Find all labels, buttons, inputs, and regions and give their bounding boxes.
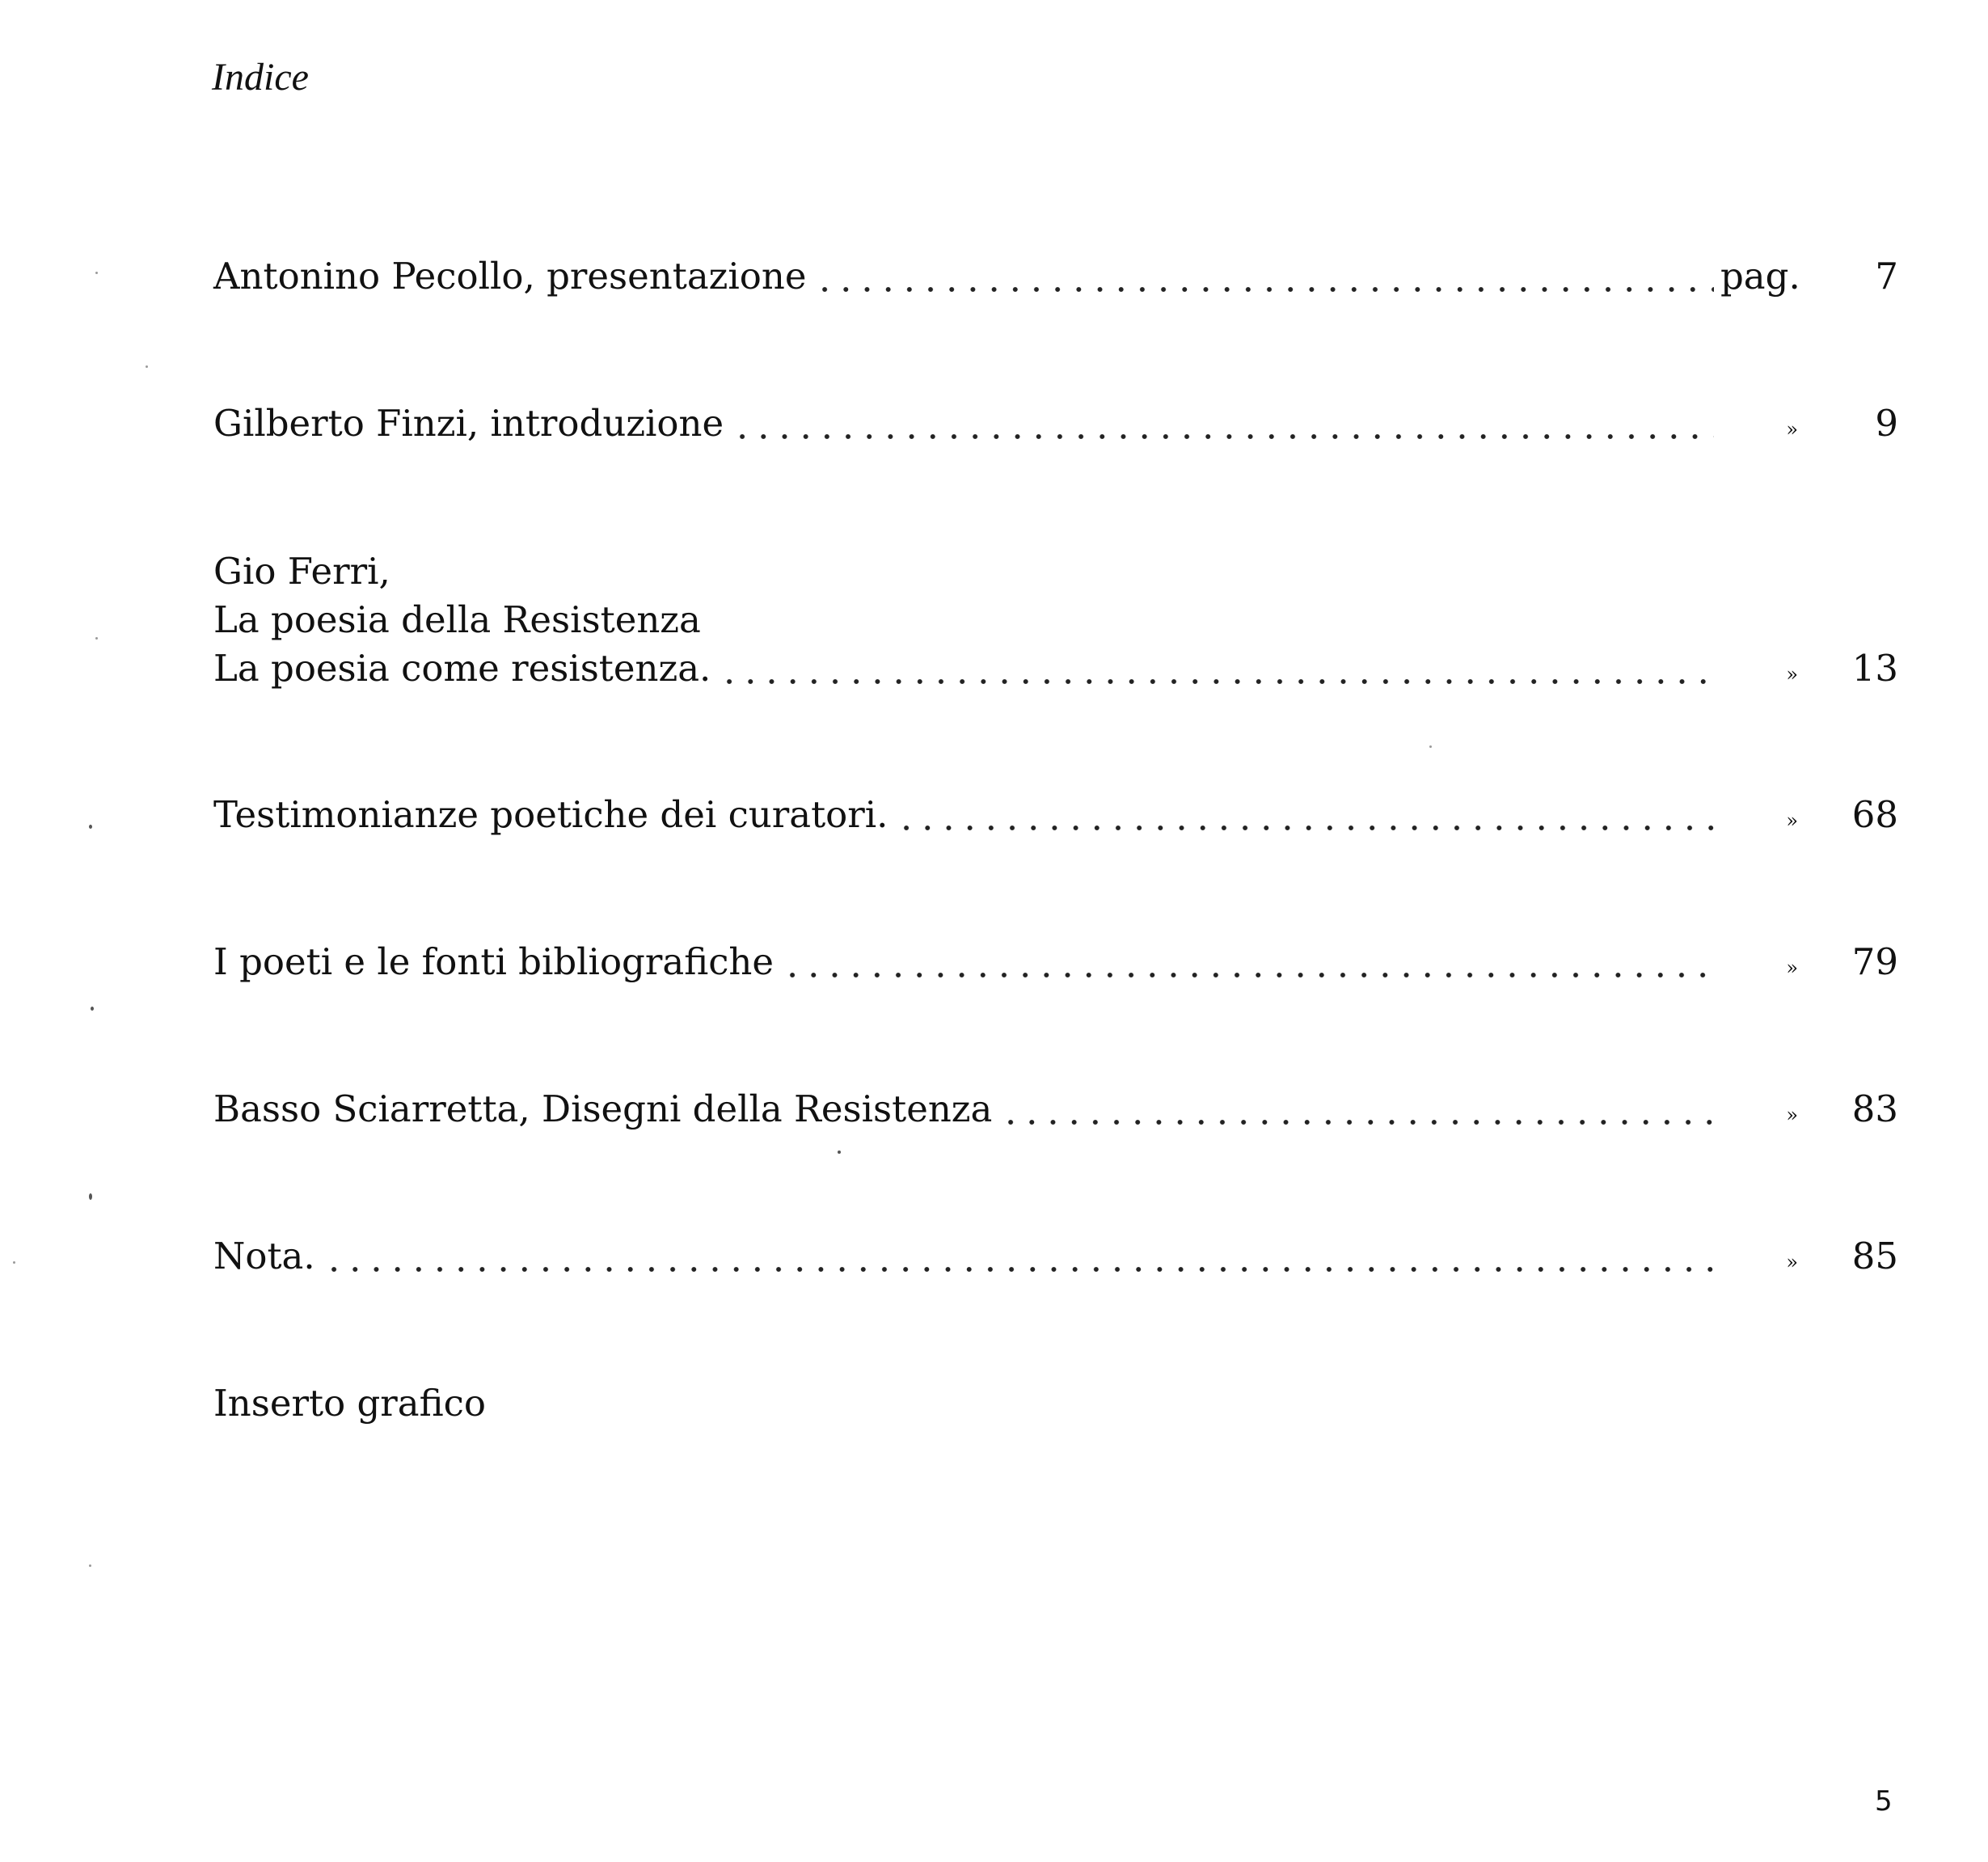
scan-speck: [95, 272, 98, 274]
dot-leader: [719, 644, 1714, 693]
entry-title: La poesia come resistenza.: [213, 647, 711, 690]
entry-title: Testimonianze poetiche dei curatori.: [213, 793, 888, 836]
page-title: Indice: [212, 56, 309, 99]
page-number: 79: [1851, 940, 1898, 983]
scan-speck: [91, 1007, 94, 1011]
toc-entry-testimonianze: [213, 791, 1898, 839]
dot-leader: [1000, 1085, 1714, 1134]
ditto-mark: »: [1786, 956, 1798, 979]
scan-speck: [95, 637, 98, 640]
toc-line: [213, 252, 1898, 301]
dot-leader: [782, 938, 1714, 986]
dot-leader: [814, 252, 1714, 301]
dot-leader: [896, 791, 1714, 839]
page-number: 9: [1875, 402, 1898, 445]
toc-entry-introduzione: [213, 399, 1898, 448]
entry-title-line: La poesia della Resistenza: [213, 598, 701, 641]
page-number: 85: [1851, 1235, 1898, 1277]
page-number: 13: [1851, 647, 1898, 690]
ditto-mark: »: [1786, 809, 1798, 832]
toc-line: [213, 938, 1898, 986]
entry-title: Gilberto Finzi, introduzione: [213, 402, 724, 445]
toc-line: [213, 644, 1898, 693]
page-number: 68: [1851, 793, 1898, 836]
scan-speck: [146, 365, 148, 368]
entry-title-line: Gio Ferri,: [213, 550, 390, 593]
entry-title: Nota.: [213, 1235, 315, 1277]
entry-title: Basso Sciarretta, Disegni della Resistenza: [213, 1087, 993, 1130]
toc-entry-disegni: [213, 1085, 1898, 1134]
toc-entry-nota: [213, 1232, 1898, 1281]
scan-speck: [89, 825, 92, 829]
toc-entry-presentazione: [213, 252, 1898, 301]
scan-speck: [1429, 745, 1432, 748]
ditto-mark: »: [1786, 1251, 1798, 1273]
toc-line: [213, 791, 1898, 839]
ditto-mark: »: [1786, 1104, 1798, 1126]
dot-leader: [323, 1232, 1714, 1281]
toc-line: [213, 399, 1898, 448]
entry-title: Antonino Pecollo, presentazione: [213, 255, 807, 298]
toc-entry-poesia-resistenza: [213, 547, 1898, 693]
dot-leader: [732, 399, 1714, 448]
scan-speck: [89, 1564, 91, 1567]
ditto-mark: »: [1786, 418, 1798, 441]
scan-speck: [838, 1151, 841, 1154]
page-folio: 5: [1875, 1785, 1893, 1818]
scan-speck: [13, 1261, 15, 1264]
page-label: pag.: [1720, 255, 1800, 298]
entry-title: Inserto grafico: [213, 1382, 486, 1425]
toc-line: [213, 1085, 1898, 1134]
toc-entry-inserto-grafico: [213, 1379, 1898, 1428]
toc-line: [213, 1232, 1898, 1281]
entry-title: I poeti e le fonti bibliografiche: [213, 940, 775, 983]
scan-speck: [89, 1193, 92, 1200]
page-number: 7: [1875, 255, 1898, 298]
ditto-mark: »: [1786, 663, 1798, 686]
page-number: 83: [1851, 1087, 1898, 1130]
toc-entry-poeti-fonti: [213, 938, 1898, 986]
